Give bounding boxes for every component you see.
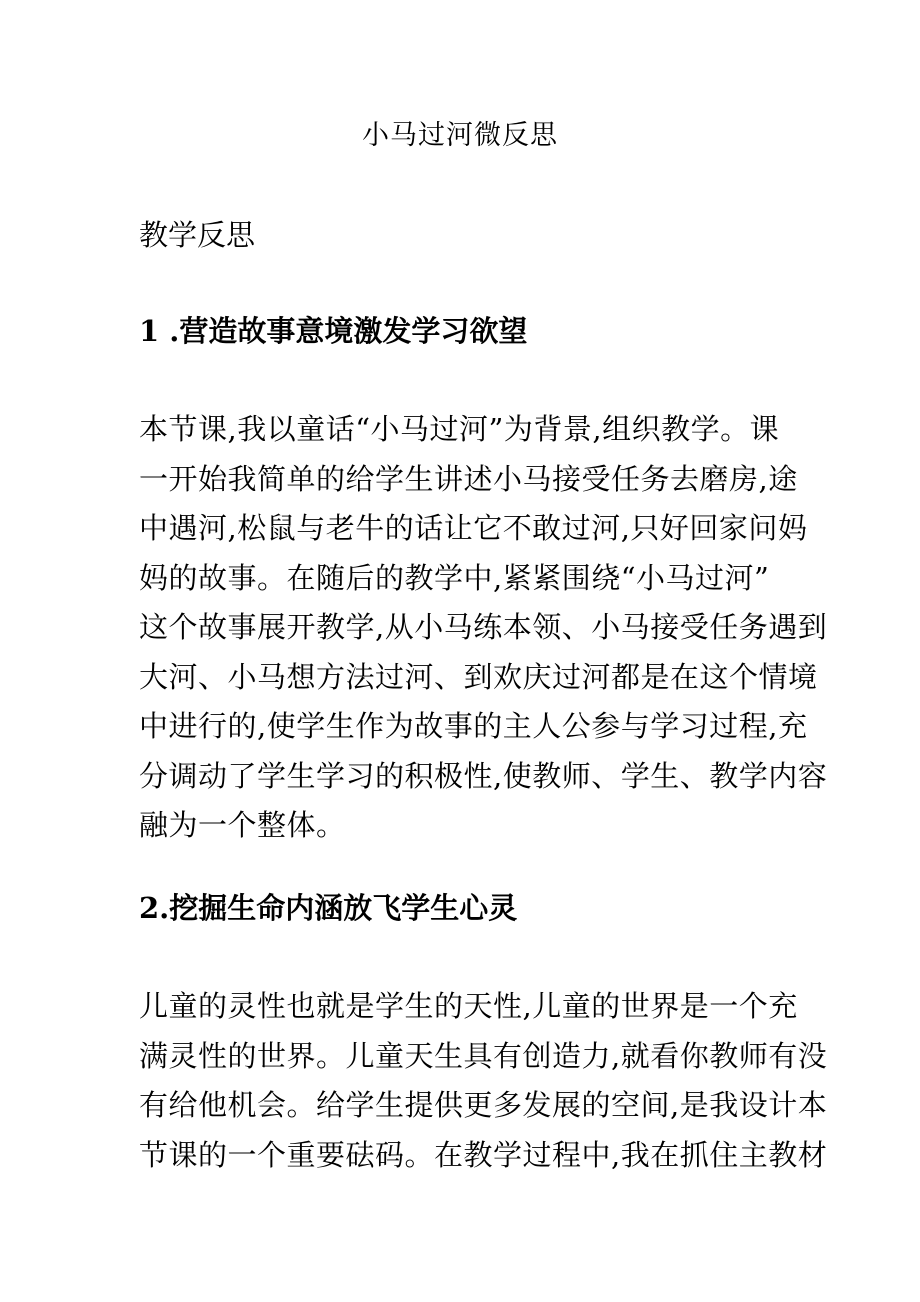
paragraph-line: 中遇河,松鼠与老牛的话让它不敢过河,只好回家问妈: [139, 511, 808, 545]
paragraph-line: 儿童的灵性也就是学生的天性,儿童的世界是一个充: [139, 989, 798, 1023]
paragraph-line: 中进行的,使学生作为故事的主人公参与学习过程,充: [139, 709, 808, 743]
subheading-1: 1 .营造故事意境激发学习欲望: [139, 314, 528, 348]
paragraph-2: [139, 982, 828, 1180]
subheading-2: 2.挖掘生命内涵放飞学生心灵: [139, 891, 518, 925]
section-heading-reflection: 教学反思: [139, 218, 256, 252]
paragraph-line: 分调动了学生学习的积极性,使教师、学生、教学内容: [139, 758, 828, 793]
paragraph-line: 这个故事展开教学,从小马练本领、小马接受任务遇到: [139, 610, 828, 644]
paragraph-line: 本节课,我以童话“小马过河”为背景,组织教学。课: [139, 412, 780, 446]
paragraph-line: 满灵性的世界。儿童天生具有创造力,就看你教师有没: [139, 1038, 828, 1073]
document-title: 小马过河微反思: [362, 120, 558, 151]
paragraph-line: 一开始我简单的给学生讲述小马接受任务去磨房,途: [139, 461, 798, 496]
paragraph-line: 妈的故事。在随后的教学中,紧紧围绕“小马过河”: [139, 560, 770, 595]
paragraph-line: 有给他机会。给学生提供更多发展的空间,是我设计本: [139, 1088, 828, 1122]
paragraph-1: [139, 405, 828, 851]
paragraph-line: 融为一个整体。: [139, 808, 346, 842]
paragraph-line: 节课的一个重要砝码。在教学过程中,我在抓住主教材: [139, 1137, 828, 1172]
paragraph-line: 大河、小马想方法过河、到欢庆过河都是在这个情境: [139, 659, 818, 694]
